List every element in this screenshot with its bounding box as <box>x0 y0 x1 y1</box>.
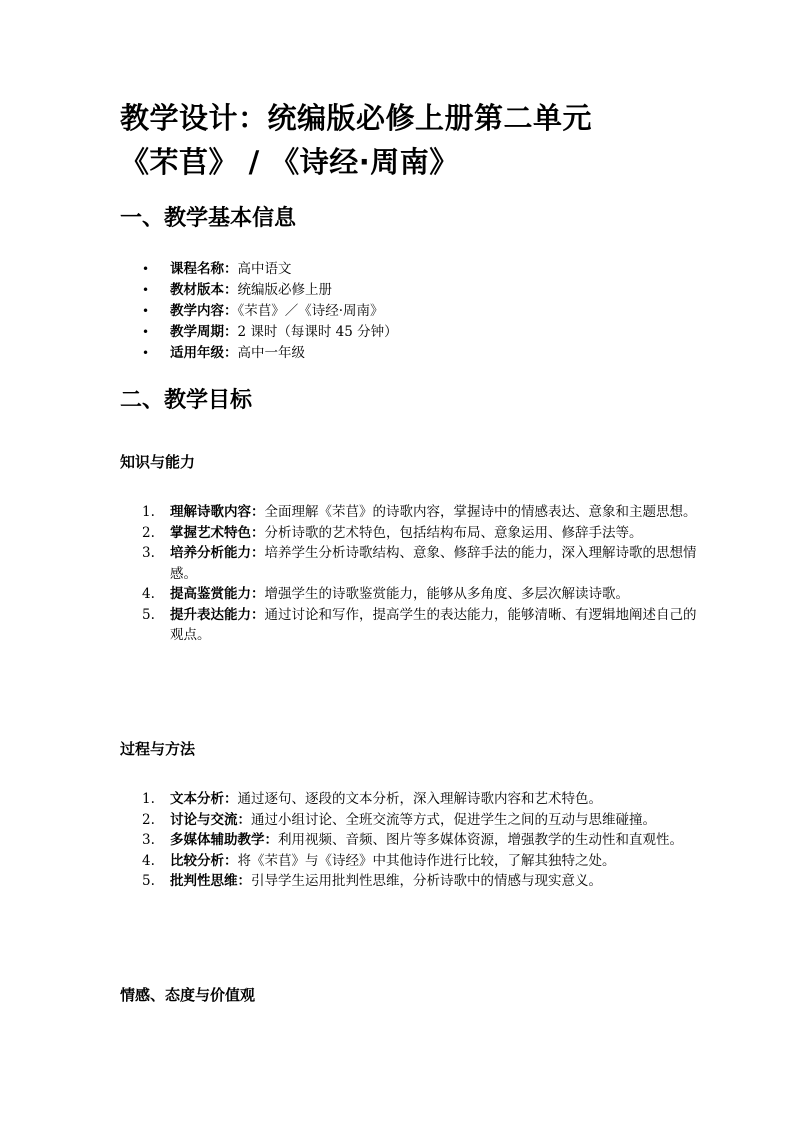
item-sep: ： <box>224 282 238 298</box>
item-number: 5. <box>142 873 155 889</box>
item-text: 通过逐句、逐段的文本分析，深入理解诗歌内容和艺术特色。 <box>237 791 602 807</box>
item-text: 引导学生运用批判性思维，分析诗歌中的情感与现实意义。 <box>251 873 602 889</box>
item-number: 4. <box>142 852 155 869</box>
item-text: 培养学生分析诗歌结构、意象、修辞手法的能力，深入理解诗歌的思想情感。 <box>170 545 697 582</box>
item-number: 3. <box>142 832 155 848</box>
title-line-1: 教学设计：统编版必修上册第二单元 <box>120 101 593 135</box>
list-item <box>120 322 398 343</box>
item-number: 3. <box>142 545 155 561</box>
item-label: 提高鉴赏能力 <box>170 586 251 602</box>
item-value: 高中一年级 <box>237 345 305 361</box>
item-number: 1. <box>142 791 155 807</box>
item-label: 多媒体辅助教学 <box>170 832 265 848</box>
list-item <box>120 810 700 831</box>
item-sep: ： <box>224 852 238 869</box>
item-label: 培养分析能力 <box>170 545 251 561</box>
item-sep: ： <box>251 545 265 561</box>
item-sep: ： <box>224 324 238 340</box>
list-item <box>120 502 700 523</box>
item-sep: ： <box>224 261 238 277</box>
subheading-process-method: 过程与方法 <box>120 740 196 758</box>
item-sep: ： <box>224 303 238 319</box>
list-item <box>120 259 398 280</box>
item-sep: ： <box>251 586 265 602</box>
list-item <box>120 543 700 584</box>
list-item <box>120 851 700 872</box>
item-label: 课程名称 <box>170 261 224 277</box>
item-number: 4. <box>142 586 155 602</box>
item-label: 教材版本 <box>170 282 224 298</box>
list-item <box>120 584 700 605</box>
item-sep: ： <box>251 606 265 623</box>
list-item <box>120 789 700 810</box>
item-label: 掌握艺术特色 <box>170 524 251 541</box>
item-label: 教学内容 <box>170 303 224 319</box>
basic-info-list <box>120 259 398 364</box>
item-label: 批判性思维 <box>170 873 238 889</box>
item-value: 2 课时（每课时 45 分钟） <box>237 324 398 340</box>
item-label: 文本分析 <box>170 791 224 807</box>
list-item <box>120 605 700 646</box>
list-item <box>120 343 398 364</box>
item-sep: ： <box>251 524 265 541</box>
item-number: 5. <box>142 606 155 623</box>
process-method-list <box>120 789 700 892</box>
item-text: 增强学生的诗歌鉴赏能力，能够从多角度、多层次解读诗歌。 <box>264 586 629 602</box>
item-sep: ： <box>251 504 265 520</box>
document-title <box>120 96 592 184</box>
knowledge-ability-list <box>120 502 700 646</box>
item-sep: ： <box>237 873 251 889</box>
subheading-knowledge-ability: 知识与能力 <box>120 453 196 471</box>
item-label: 比较分析 <box>170 852 224 869</box>
item-text: 利用视频、音频、图片等多媒体资源，增强教学的生动性和直观性。 <box>278 832 683 848</box>
item-value: 高中语文 <box>237 261 292 277</box>
item-number: 1. <box>142 504 155 520</box>
item-sep: ： <box>224 345 238 361</box>
item-label: 教学周期 <box>170 324 224 340</box>
item-value: 《芣苢》／《诗经·周南》 <box>237 303 384 319</box>
section-heading-basic-info: 一、教学基本信息 <box>120 206 297 231</box>
title-line-2: 《芣苢》 / 《诗经·周南》 <box>120 145 459 179</box>
list-item <box>120 280 398 301</box>
item-label: 讨论与交流 <box>170 811 238 828</box>
subheading-emotion-values: 情感、态度与价值观 <box>120 986 256 1004</box>
list-item <box>120 523 700 544</box>
item-label: 提升表达能力 <box>170 606 251 623</box>
item-text: 全面理解《芣苢》的诗歌内容，掌握诗中的情感表达、意象和主题思想。 <box>264 504 697 520</box>
list-item <box>120 830 700 851</box>
item-sep: ： <box>224 791 238 807</box>
section-heading-objectives: 二、教学目标 <box>120 388 253 413</box>
item-text: 将《芣苢》与《诗经》中其他诗作进行比较，了解其独特之处。 <box>237 852 616 869</box>
item-text: 通过讨论和写作，提高学生的表达能力，能够清晰、有逻辑地阐述自己的观点。 <box>170 606 697 643</box>
item-text: 通过小组讨论、全班交流等方式，促进学生之间的互动与思维碰撞。 <box>251 811 656 828</box>
item-sep: ： <box>237 811 251 828</box>
item-text: 分析诗歌的艺术特色，包括结构布局、意象运用、修辞手法等。 <box>264 524 643 541</box>
item-sep: ： <box>264 832 278 848</box>
item-label: 适用年级 <box>170 345 224 361</box>
list-item <box>120 871 700 892</box>
list-item <box>120 301 398 322</box>
item-number: 2. <box>142 524 155 541</box>
item-number: 2. <box>142 811 155 828</box>
item-value: 统编版必修上册 <box>237 282 332 298</box>
item-label: 理解诗歌内容 <box>170 504 251 520</box>
